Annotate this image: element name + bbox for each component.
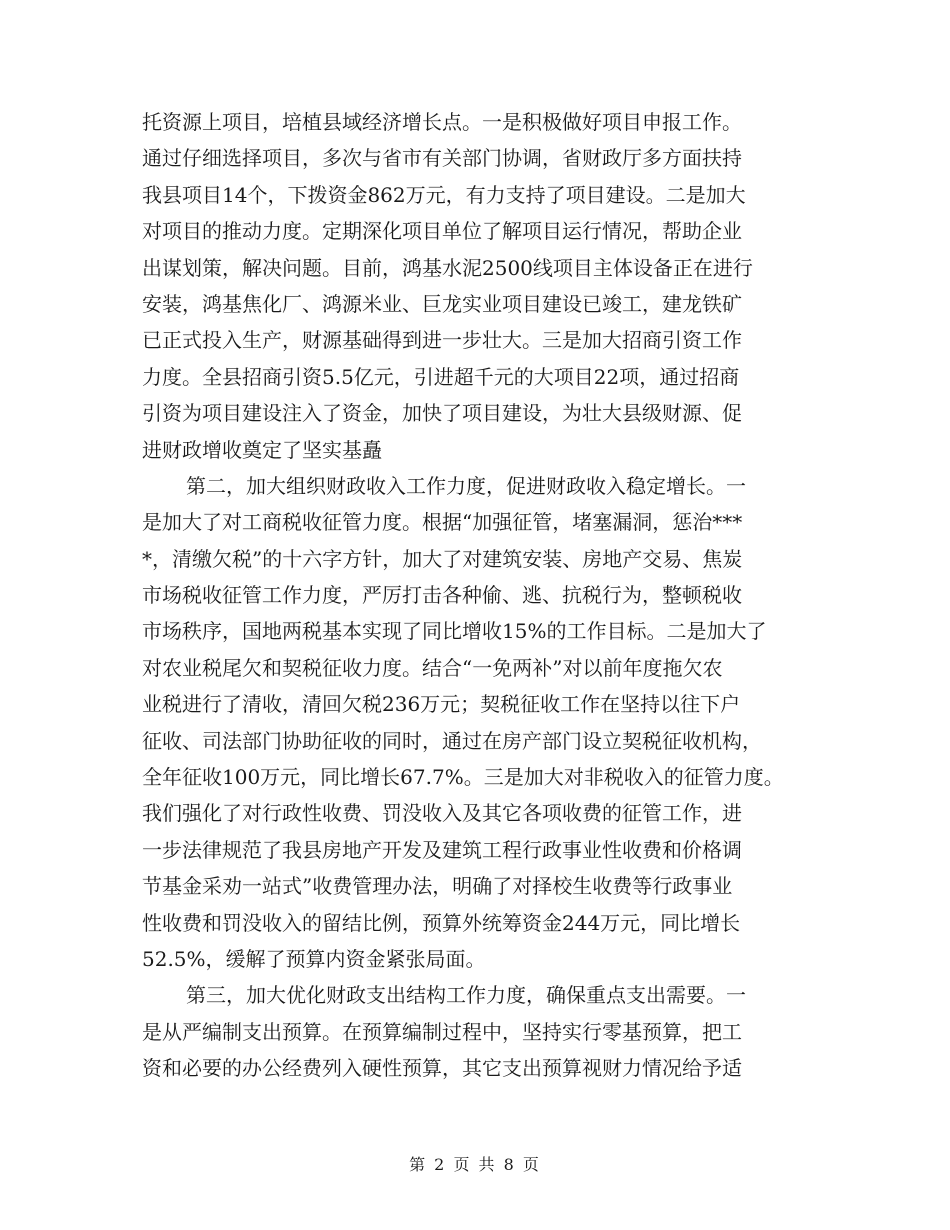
text-line: 引资为项目建设注入了资金，加快了项目建设，为壮大县级财源、促 — [142, 401, 742, 426]
text-line: 托资源上项目，培植县域经济增长点。一是积极做好项目申报工作。 — [142, 110, 742, 134]
text-line: 通过仔细选择项目，多次与省市有关部门协调，省财政厅多方面扶持 — [142, 146, 742, 171]
text-line: 一步法律规范了我县房地产开发及建筑工程行政事业性收费和价格调 — [142, 837, 742, 862]
text-line: 资和必要的办公经费列入硬性预算，其它支出预算视财力情况给予适 — [142, 1056, 742, 1081]
text-line: 对农业税尾欠和契税征收力度。结合“一免两补”对以前年度拖欠农 — [142, 655, 723, 680]
paragraph-start-line: 第三，加大优化财政支出结构工作力度，确保重点支出需要。一 — [186, 983, 746, 1008]
text-line: 我县项目14个，下拨资金862万元，有力支持了项目建设。二是加大 — [142, 182, 746, 207]
text-line: 征收、司法部门协助征收的同时，通过在房产部门设立契税征收机构， — [142, 728, 762, 753]
text-line: 市场税收征管工作力度，严厉打击各种偷、逃、抗税行为，整顿税收 — [142, 583, 742, 608]
text-line: 节基金采劝一站式”收费管理办法，明确了对择校生收费等行政事业 — [142, 874, 733, 899]
page-number-footer: 第 2 页 共 8 页 — [409, 1155, 541, 1174]
text-line: 业税进行了清收，清回欠税236万元；契税征收工作在坚持以往下户 — [142, 692, 741, 717]
text-line: 已正式投入生产，财源基础得到进一步壮大。三是加大招商引资工作 — [142, 328, 742, 353]
paragraph-start-line: 第二，加大组织财政收入工作力度，促进财政收入稳定增长。一 — [186, 473, 746, 498]
text-line: 力度。全县招商引资5.5亿元，引进超千元的大项目22项，通过招商 — [142, 364, 740, 389]
text-line: 安装，鸿基焦化厂、鸿源米业、巨龙实业项目建设已竣工，建龙铁矿 — [142, 291, 742, 316]
text-line: 是从严编制支出预算。在预算编制过程中，坚持实行零基预算，把工 — [142, 1019, 742, 1044]
text-line: 进财政增收奠定了坚实基矗 — [142, 437, 382, 462]
text-line: 出谋划策，解决问题。目前，鸿基水泥2500线项目主体设备正在进行 — [142, 255, 753, 280]
text-line: *，清缴欠税”的十六字方针，加大了对建筑安装、房地产交易、焦炭 — [142, 546, 743, 571]
body-text — [142, 104, 822, 1087]
text-line: 全年征收100万元，同比增长67.7%。三是加大对非税收入的征管力度。 — [142, 765, 784, 790]
text-line: 52.5%，缓解了预算内资金紧张局面。 — [142, 946, 486, 971]
text-line: 对项目的推动力度。定期深化项目单位了解项目运行情况，帮助企业 — [142, 219, 742, 244]
text-line: 是加大了对工商税收征管力度。根据“加强征管，堵塞漏洞，惩治*** — [142, 510, 743, 535]
text-line: 性收费和罚没收入的留结比例，预算外统筹资金244万元，同比增长 — [142, 910, 741, 935]
text-line: 我们强化了对行政性收费、罚没收入及其它各项收费的征管工作，进 — [142, 801, 742, 826]
text-line: 市场秩序，国地两税基本实现了同比增收15%的工作目标。二是加大了 — [142, 619, 767, 644]
